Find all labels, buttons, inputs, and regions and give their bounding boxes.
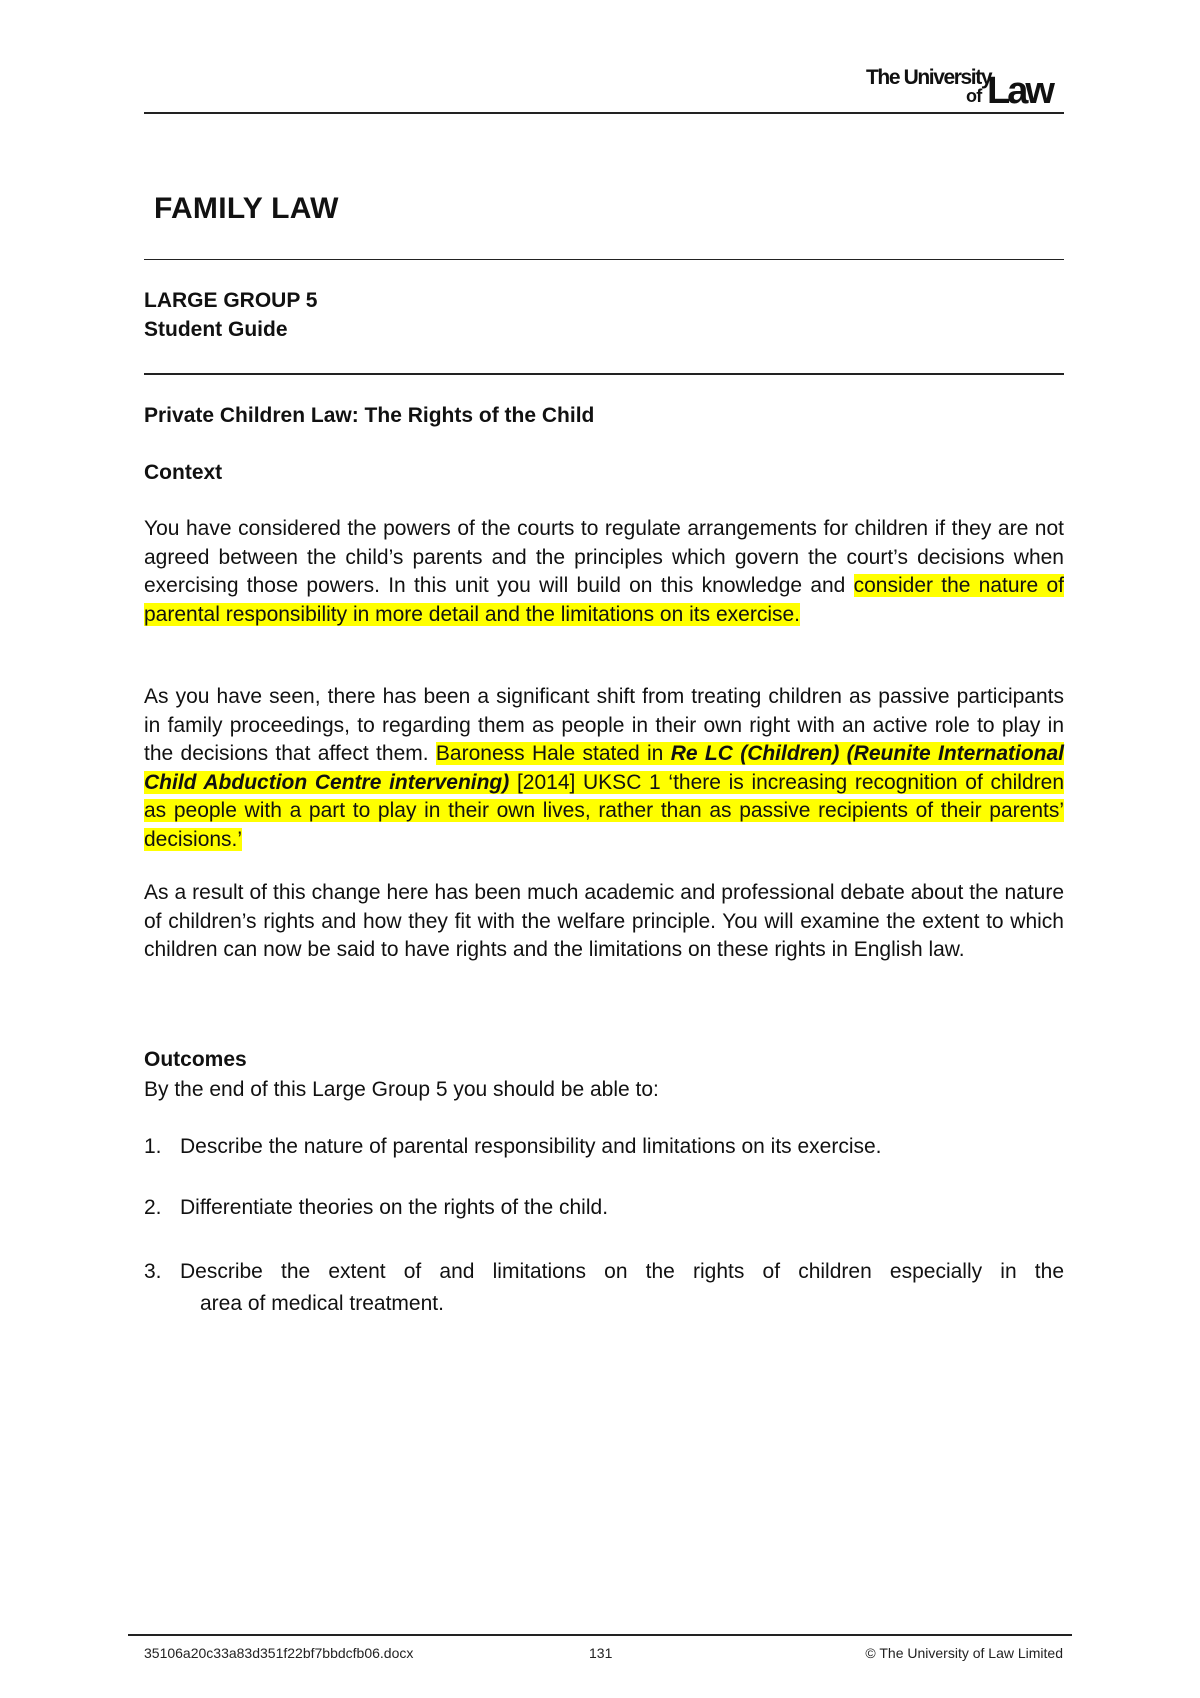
document-title: FAMILY LAW [154, 192, 339, 225]
group-label: LARGE GROUP 5 [144, 289, 318, 312]
context-heading: Context [144, 461, 223, 484]
outcome-number: 3. [144, 1260, 162, 1283]
context-p2-highlight-1: Baroness Hale stated in [435, 742, 671, 765]
outcomes-heading: Outcomes [144, 1048, 247, 1071]
logo-line-2: of [966, 86, 982, 106]
footer-filename: 35106a20c33a83d351f22bf7bbdcfb06.docx [144, 1645, 414, 1661]
header-rule [144, 112, 1064, 114]
outcome-text: Differentiate theories on the rights of the child. [180, 1196, 609, 1219]
context-p2-highlight-2: [2014] UKSC 1 ‘there is increasing recognition of children as people with a part to play in their own lives, rather than as passive recipients of their parents’ decisions.’ [144, 770, 1065, 851]
outcome-item-1 [144, 1131, 1064, 1163]
footer-copyright: © The University of Law Limited [865, 1645, 1063, 1661]
outcome-text-continued: area of medical treatment. [200, 1292, 444, 1315]
section-rule [144, 373, 1064, 375]
outcomes-intro: By the end of this Large Group 5 you should be able to: [144, 1078, 659, 1101]
footer-page-number: 131 [589, 1645, 613, 1661]
outcome-number: 1. [144, 1135, 162, 1158]
context-paragraph-3 [144, 879, 1064, 965]
outcome-item-2 [144, 1192, 1064, 1224]
topic-heading: Private Children Law: The Rights of the Child [144, 404, 595, 427]
footer-rule [128, 1634, 1072, 1636]
context-paragraph-2 [144, 683, 1064, 854]
guide-label: Student Guide [144, 318, 288, 341]
logo-line-3: Law [987, 70, 1052, 112]
university-logo [860, 66, 1066, 112]
outcome-text: Describe the extent of and limitations on the rights of children especially in the [180, 1260, 1064, 1283]
case-citation: Re LC (Children) (Reunite International Child Abduction Centre intervening) [144, 742, 1065, 794]
context-paragraph-1 [144, 515, 1064, 629]
logo-line-1: The University [866, 66, 992, 89]
outcome-text: Describe the nature of parental responsibility and limitations on its exercise. [180, 1135, 882, 1158]
outcome-number: 2. [144, 1196, 162, 1219]
title-rule [144, 259, 1064, 260]
outcome-text-wrapper [180, 1256, 1064, 1320]
outcome-item-3 [144, 1256, 1064, 1320]
context-p2-text: As you have seen, there has been a significant shift from treating children as passive participants in family proceedings, to regarding them as people in their own right with an active role to play in the decisions that affect them. [144, 685, 1064, 765]
context-p3-text: As a result of this change here has been much academic and professional debate about the nature of children’s rights and how they fit with the welfare principle. You will examine the extent to which children can now be said to have rights and the limitations on these rights in English law. [144, 881, 1064, 961]
context-p1-text: You have considered the powers of the courts to regulate arrangements for children if they are not agreed between the child’s parents and the principles which govern the court’s decisions when exercising those powers. In this unit you will build on this knowledge and [144, 517, 1064, 597]
context-p1-highlight: consider the nature of parental responsibility in more detail and the limitations on its exercise. [144, 574, 1064, 626]
